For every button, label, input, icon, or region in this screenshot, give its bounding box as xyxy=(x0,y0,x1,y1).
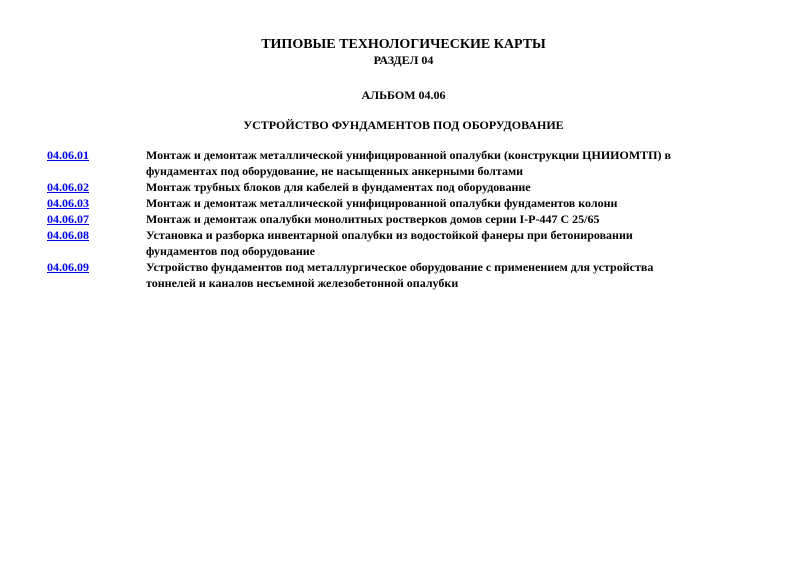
list-item xyxy=(0,147,807,179)
entry-list xyxy=(0,147,807,291)
album-heading: УСТРОЙСТВО ФУНДАМЕНТОВ ПОД ОБОРУДОВАНИЕ xyxy=(243,118,564,132)
entry-description xyxy=(146,259,726,291)
entry-code-link[interactable]: 04.06.09 xyxy=(47,260,89,274)
entry-description xyxy=(146,147,726,179)
entry-description xyxy=(146,179,726,195)
list-item xyxy=(0,227,807,259)
entry-description-line: Устройство фундаментов под металлургическое оборудование с применением для устройства xyxy=(146,260,654,274)
entry-description-line: тоннелей и каналов несъемной железобетонной опалубки xyxy=(146,276,459,290)
entry-code-link[interactable]: 04.06.08 xyxy=(47,228,89,242)
document-title: ТИПОВЫЕ ТЕХНОЛОГИЧЕСКИЕ КАРТЫ xyxy=(261,37,546,52)
list-item xyxy=(0,179,807,195)
entry-description-line: Монтаж и демонтаж металлической унифицированной опалубки фундаментов колонн xyxy=(146,196,618,210)
entry-code-link[interactable]: 04.06.02 xyxy=(47,180,89,194)
entry-description-line: Монтаж трубных блоков для кабелей в фундаментах под оборудование xyxy=(146,180,531,194)
entry-description-line: фундаментах под оборудование, не насыщенных анкерными болтами xyxy=(146,164,524,178)
entry-code-link[interactable]: 04.06.01 xyxy=(47,148,89,162)
list-item xyxy=(0,211,807,227)
entry-description xyxy=(146,211,726,227)
album-label: АЛЬБОМ 04.06 xyxy=(361,88,446,102)
entry-code-link[interactable]: 04.06.03 xyxy=(47,196,89,210)
entry-description xyxy=(146,195,726,211)
entry-description-line: Монтаж и демонтаж металлической унифицированной опалубки (конструкции ЦНИИОМТП) в xyxy=(146,148,671,162)
entry-description-line: фундаментов под оборудование xyxy=(146,244,315,258)
entry-description-line: Монтаж и демонтаж опалубки монолитных ростверков домов серии I-Р-447 С 25/65 xyxy=(146,212,600,226)
section-label: РАЗДЕЛ 04 xyxy=(373,53,434,67)
entry-description-line: Установка и разборка инвентарной опалубки из водостойкой фанеры при бетонировании xyxy=(146,228,633,242)
entry-code-link[interactable]: 04.06.07 xyxy=(47,212,89,226)
list-item xyxy=(0,259,807,291)
entry-description xyxy=(146,227,726,259)
list-item xyxy=(0,195,807,211)
